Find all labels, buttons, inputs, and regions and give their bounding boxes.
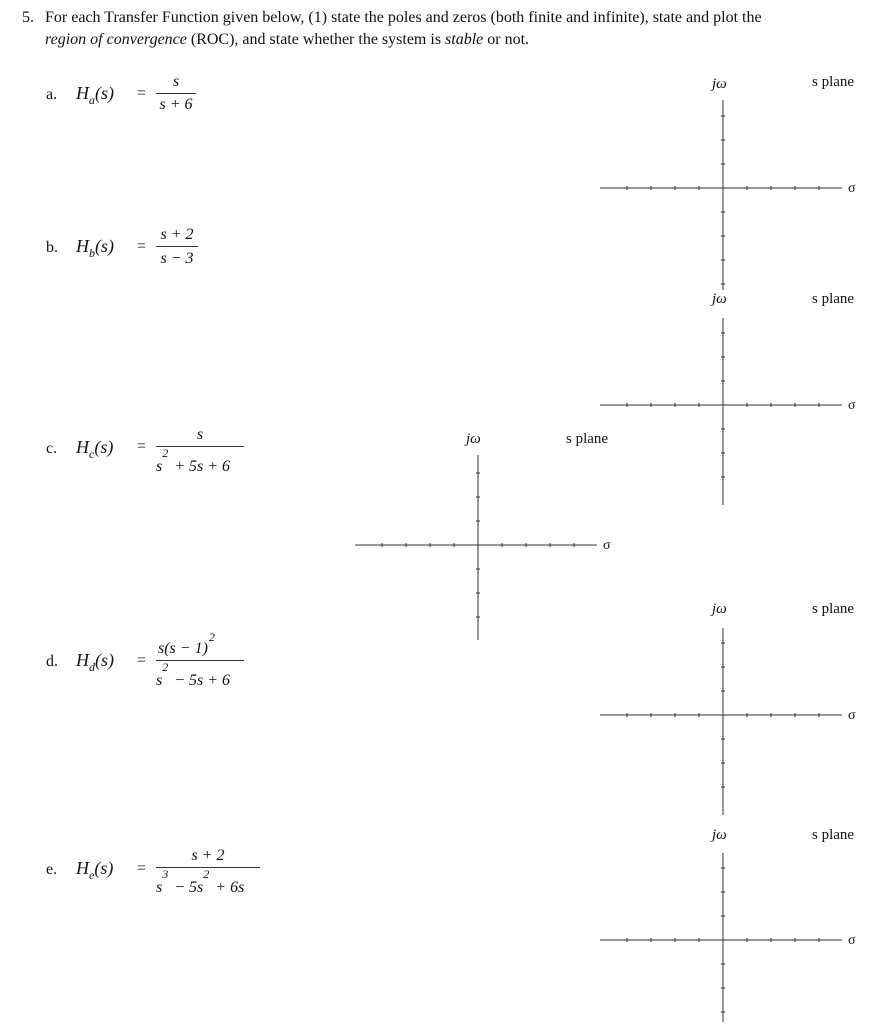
- question-text-end: or not.: [483, 31, 530, 48]
- item-d-label: d.: [46, 653, 58, 670]
- s-plane-label: s plane: [812, 601, 855, 617]
- item-a-equals: =: [137, 85, 147, 102]
- item-c-numerator: s: [196, 426, 204, 443]
- s-plane-label: s plane: [812, 291, 855, 307]
- question-text-mid: (ROC), and state whether the system is: [186, 31, 446, 48]
- item-b-numerator: s + 2: [160, 226, 194, 243]
- s-plane-c: [355, 431, 611, 640]
- item-d-numerator: s(s − 1) 2: [158, 630, 215, 657]
- question-text-line1: For each Transfer Function given below, (1) state the poles and zeros (both finite and infinite), state and plot the: [45, 9, 762, 26]
- item-b-label: b.: [46, 239, 58, 256]
- jw-label: jω: [712, 291, 727, 307]
- jw-label: jω: [466, 431, 481, 447]
- item-a-function: $H_a(s)$: [76, 83, 114, 107]
- item-d-denominator: s 2 − 5s + 6: [156, 660, 231, 689]
- sigma-label: σ: [848, 708, 856, 723]
- roc-phrase: region of convergence: [45, 31, 187, 48]
- item-a-numerator: s: [172, 73, 180, 90]
- item-a-denominator: s + 6: [159, 96, 193, 113]
- item-a-label: a.: [46, 86, 58, 103]
- sigma-label: σ: [848, 181, 856, 196]
- s-plane-e: [600, 827, 856, 1022]
- item-b-equals: =: [137, 238, 147, 255]
- item-b-function: $H_b(s)$: [76, 236, 114, 260]
- item-d-function: $H_d(s)$: [76, 650, 114, 674]
- sigma-label: σ: [848, 933, 856, 948]
- jw-label: jω: [712, 827, 727, 843]
- item-d-equals: =: [137, 652, 147, 669]
- sigma-label: σ: [603, 538, 611, 553]
- item-e-denominator: s 3 − 5s 2 + 6s: [156, 867, 245, 896]
- jw-label: jω: [712, 76, 727, 92]
- s-plane-a: [600, 74, 856, 290]
- item-e-label: e.: [46, 861, 58, 878]
- item-c-label: c.: [46, 440, 58, 457]
- item-c-function: $H_c(s)$: [76, 437, 114, 461]
- s-plane-label: s plane: [812, 74, 855, 90]
- jw-label: jω: [712, 601, 727, 617]
- item-c-equals: =: [137, 438, 147, 455]
- s-plane-label: s plane: [812, 827, 855, 843]
- stable-word: stable: [445, 31, 484, 48]
- item-b-denominator: s − 3: [160, 250, 194, 267]
- s-plane-label: s plane: [566, 431, 609, 447]
- item-c-denominator: s 2 + 5s + 6: [156, 446, 231, 475]
- item-e-function: $H_e(s)$: [76, 858, 114, 882]
- question-number: 5.: [22, 9, 34, 26]
- sigma-label: σ: [848, 398, 856, 413]
- s-plane-d: [600, 601, 856, 815]
- s-plane-b: [600, 291, 856, 505]
- item-e-numerator: s + 2: [191, 847, 225, 864]
- item-e-equals: =: [137, 860, 147, 877]
